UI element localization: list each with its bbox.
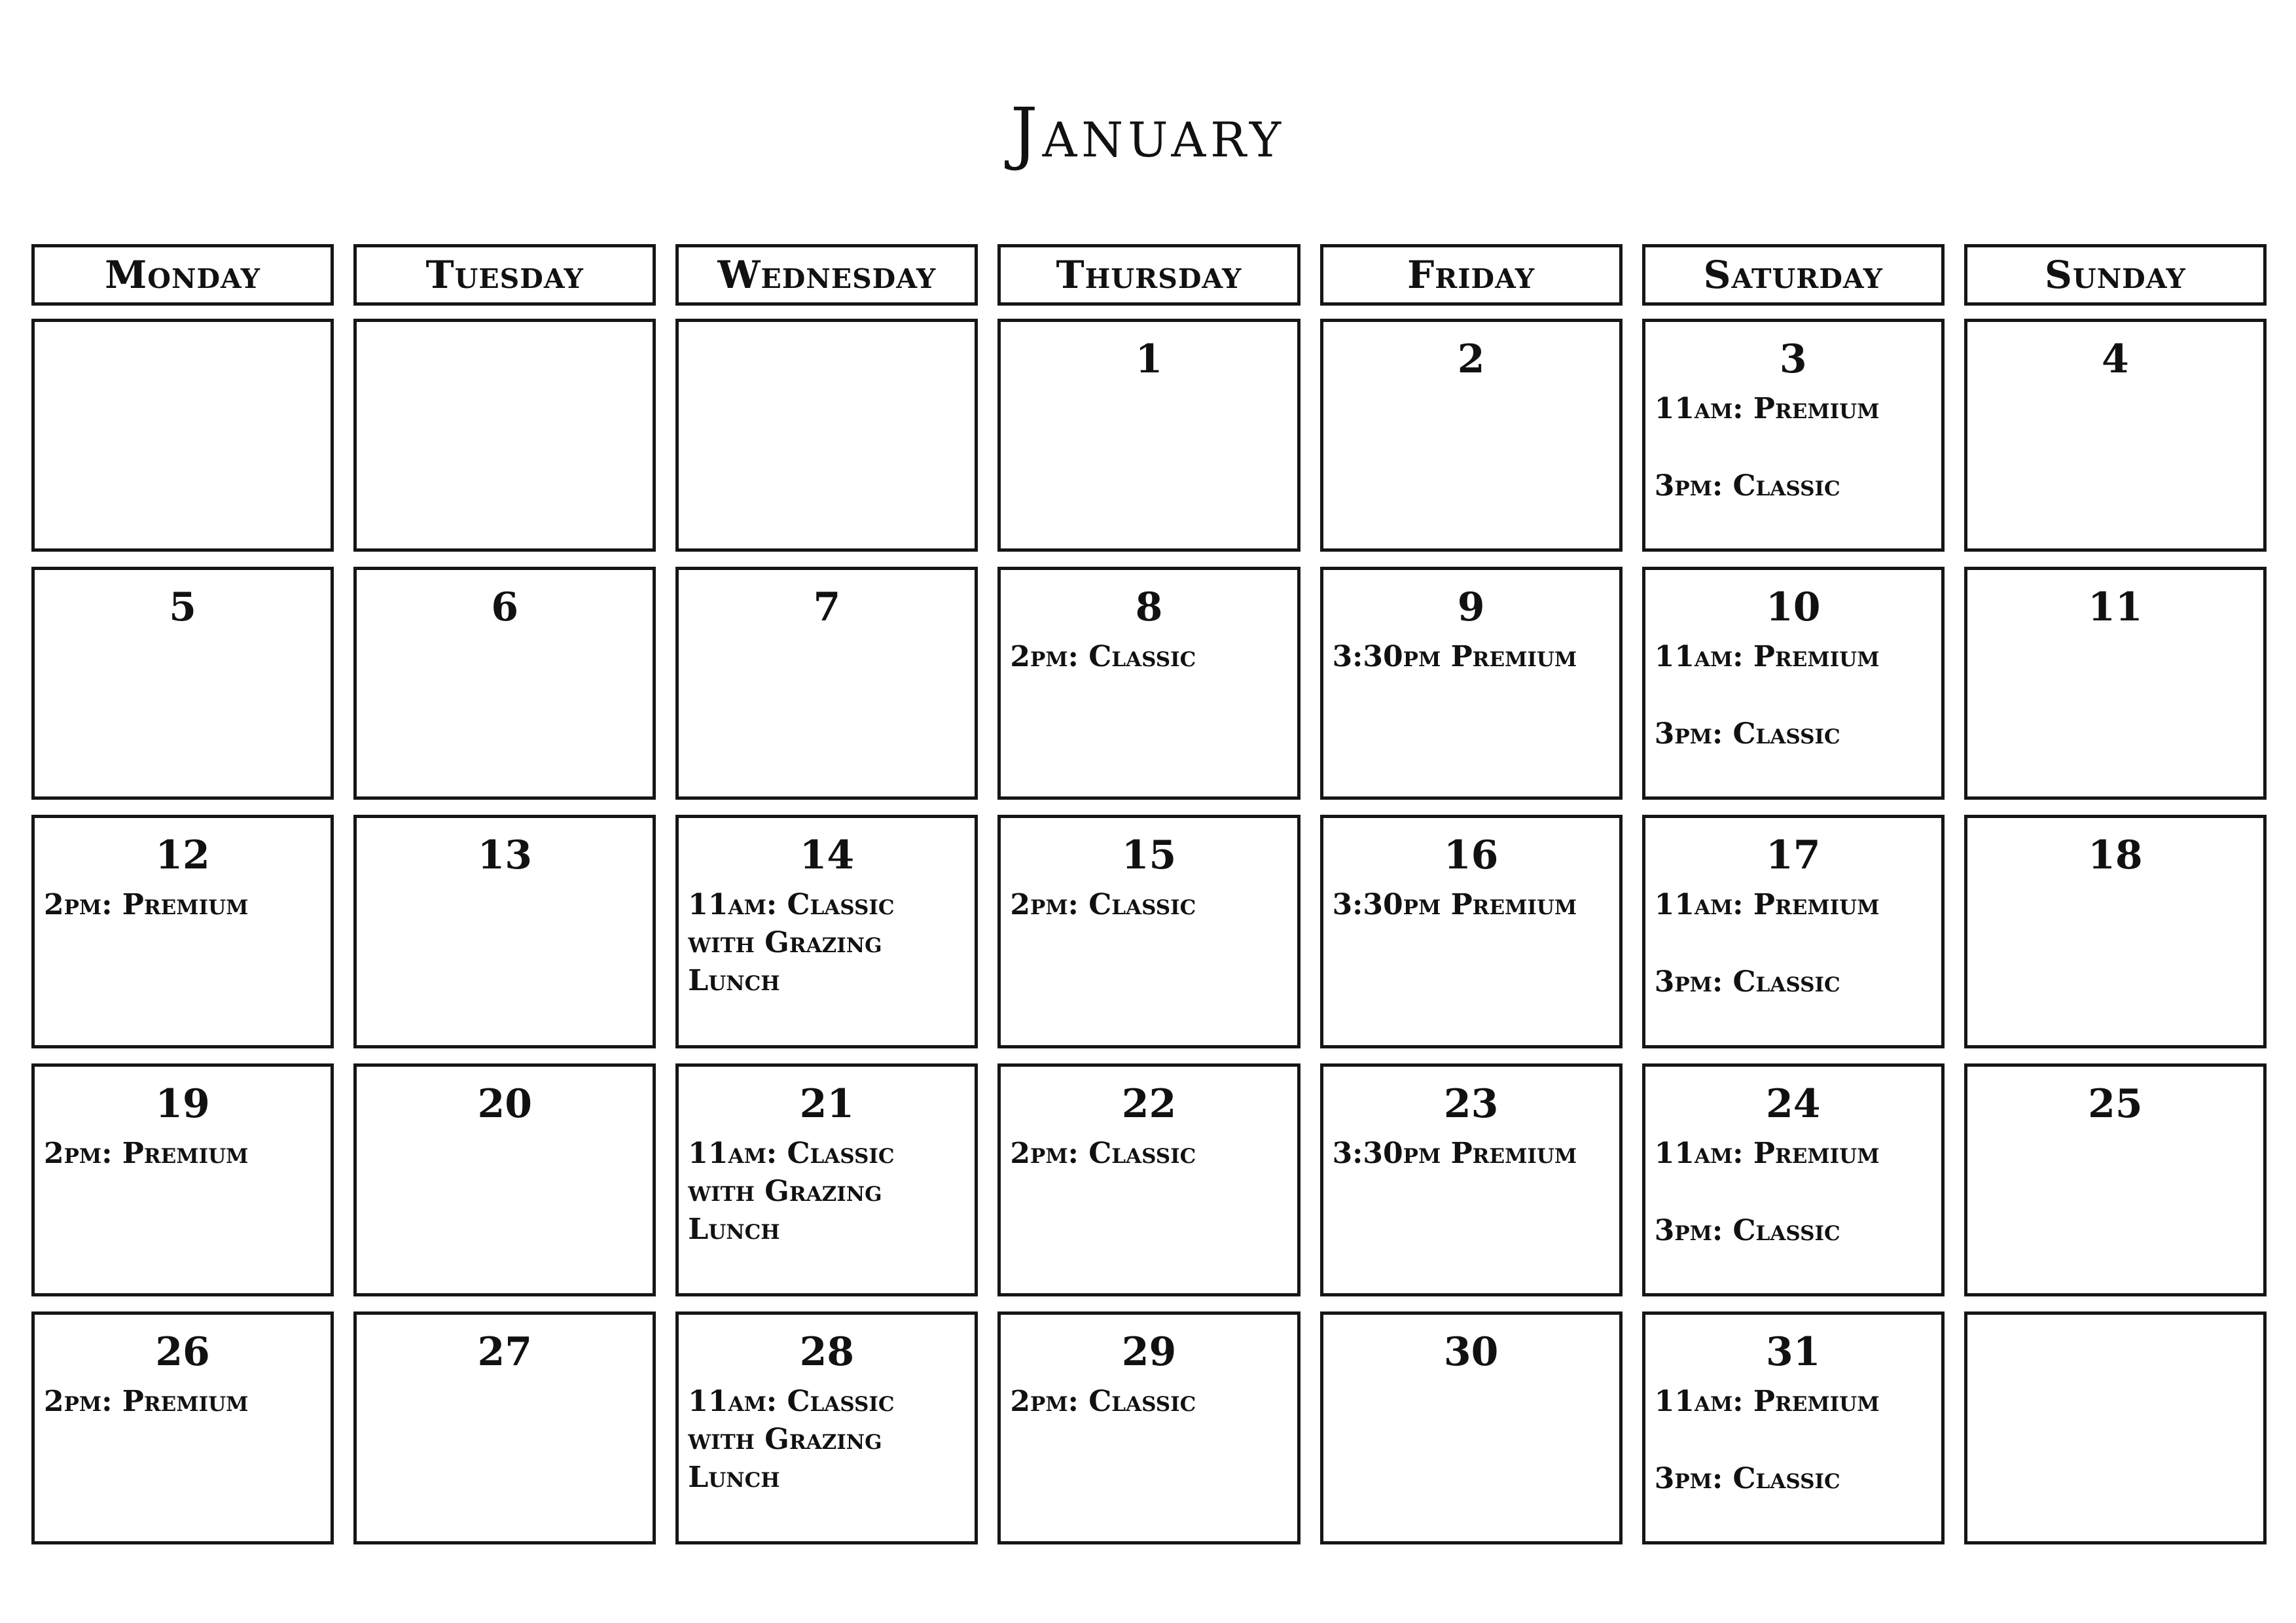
day-number: 21: [799, 1080, 855, 1127]
event-list: [1001, 1127, 1297, 1173]
day-cell-4: [1964, 319, 2267, 552]
day-number: 12: [155, 832, 210, 879]
event-list: [679, 878, 975, 1000]
weekday-header-friday: Friday: [1320, 244, 1623, 306]
day-number: 30: [1443, 1329, 1499, 1375]
day-number: 29: [1121, 1329, 1177, 1375]
day-cell-18: [1964, 815, 2267, 1048]
event-entry: 11am: Classic with Grazing Lunch: [688, 1136, 895, 1246]
event-list: [1001, 630, 1297, 676]
event-list: [1323, 878, 1619, 924]
day-cell-15: [997, 815, 1300, 1048]
empty-day-cell: [1964, 1311, 2267, 1544]
empty-day-cell: [31, 319, 334, 552]
month-title: January: [1010, 93, 1286, 173]
day-number: 9: [1457, 584, 1485, 631]
event-list: [1001, 878, 1297, 924]
day-cell-27: [353, 1311, 656, 1544]
day-cell-5: [31, 567, 334, 800]
day-number: 11: [2088, 584, 2143, 631]
day-cell-7: [675, 567, 978, 800]
day-cell-14: [675, 815, 978, 1048]
day-cell-2: [1320, 319, 1623, 552]
weekday-header-saturday: Saturday: [1642, 244, 1945, 306]
day-number: 22: [1121, 1080, 1177, 1127]
event-list: [1645, 630, 1941, 753]
event-list: [1645, 1127, 1941, 1250]
event-list: [35, 878, 331, 924]
weekday-header-monday: Monday: [31, 244, 334, 306]
event-list: [35, 1375, 331, 1421]
day-number: 24: [1766, 1080, 1821, 1127]
day-number: 20: [477, 1080, 532, 1127]
event-entry: 3pm: Classic: [1654, 1213, 1840, 1247]
day-cell-19: [31, 1063, 334, 1296]
event-list: [679, 1375, 975, 1497]
day-cell-24: [1642, 1063, 1945, 1296]
day-number: 8: [1135, 584, 1163, 631]
day-cell-6: [353, 567, 656, 800]
day-number: 19: [155, 1080, 210, 1127]
day-number: 6: [491, 584, 519, 631]
event-entry: 11am: Premium: [1654, 1384, 1880, 1418]
event-list: [1645, 382, 1941, 505]
event-list: [1001, 1375, 1297, 1421]
day-number: 28: [799, 1329, 855, 1375]
event-entry: 2pm: Premium: [44, 888, 249, 922]
event-entry: 2pm: Classic: [1010, 640, 1196, 674]
event-entry: 3:30pm Premium: [1332, 640, 1577, 674]
day-number: 25: [2088, 1080, 2143, 1127]
event-list: [1323, 630, 1619, 676]
day-number: 15: [1121, 832, 1177, 879]
day-number: 13: [477, 832, 532, 879]
event-list: [1323, 1127, 1619, 1173]
day-cell-12: [31, 815, 334, 1048]
day-number: 5: [169, 584, 196, 631]
calendar-grid: [31, 319, 2267, 1544]
weekday-header-thursday: Thursday: [997, 244, 1300, 306]
day-number: 31: [1766, 1329, 1821, 1375]
event-entry: 3pm: Classic: [1654, 469, 1840, 503]
event-entry: 2pm: Premium: [44, 1384, 249, 1418]
event-list: [1645, 878, 1941, 1001]
day-cell-29: [997, 1311, 1300, 1544]
event-entry: 2pm: Classic: [1010, 888, 1196, 922]
event-entry: 11am: Premium: [1654, 1136, 1880, 1170]
day-cell-8: [997, 567, 1300, 800]
event-entry: 11am: Premium: [1654, 640, 1880, 674]
day-number: 4: [2102, 336, 2129, 382]
day-cell-16: [1320, 815, 1623, 1048]
event-entry: 11am: Premium: [1654, 392, 1880, 425]
day-cell-13: [353, 815, 656, 1048]
event-entry: 3pm: Classic: [1654, 1461, 1840, 1495]
day-cell-1: [997, 319, 1300, 552]
day-number: 17: [1766, 832, 1821, 879]
day-cell-30: [1320, 1311, 1623, 1544]
day-cell-3: [1642, 319, 1945, 552]
empty-day-cell: [353, 319, 656, 552]
weekday-header-sunday: Sunday: [1964, 244, 2267, 306]
day-cell-10: [1642, 567, 1945, 800]
weekday-header-wednesday: Wednesday: [675, 244, 978, 306]
day-cell-25: [1964, 1063, 2267, 1296]
event-entry: 2pm: Premium: [44, 1136, 249, 1170]
day-cell-23: [1320, 1063, 1623, 1296]
day-number: 1: [1135, 336, 1163, 382]
day-number: 7: [813, 584, 841, 631]
day-number: 14: [799, 832, 855, 879]
day-number: 18: [2088, 832, 2143, 879]
event-entry: 2pm: Classic: [1010, 1384, 1196, 1418]
day-number: 27: [477, 1329, 532, 1375]
day-cell-31: [1642, 1311, 1945, 1544]
event-entry: 11am: Classic with Grazing Lunch: [688, 1384, 895, 1494]
day-number: 2: [1457, 336, 1485, 382]
event-entry: 3pm: Classic: [1654, 717, 1840, 751]
event-entry: 3:30pm Premium: [1332, 1136, 1577, 1170]
empty-day-cell: [675, 319, 978, 552]
day-cell-28: [675, 1311, 978, 1544]
day-cell-22: [997, 1063, 1300, 1296]
weekday-header-tuesday: Tuesday: [353, 244, 656, 306]
day-cell-17: [1642, 815, 1945, 1048]
event-entry: 11am: Classic with Grazing Lunch: [688, 888, 895, 998]
event-entry: 2pm: Classic: [1010, 1136, 1196, 1170]
day-cell-20: [353, 1063, 656, 1296]
day-number: 16: [1443, 832, 1499, 879]
event-entry: 3pm: Classic: [1654, 965, 1840, 999]
day-cell-11: [1964, 567, 2267, 800]
event-list: [35, 1127, 331, 1173]
weekday-header-row: [31, 244, 2267, 306]
event-list: [679, 1127, 975, 1249]
day-number: 10: [1766, 584, 1821, 631]
event-list: [1645, 1375, 1941, 1498]
day-number: 23: [1443, 1080, 1499, 1127]
day-cell-26: [31, 1311, 334, 1544]
day-cell-9: [1320, 567, 1623, 800]
day-number: 3: [1779, 336, 1807, 382]
day-number: 26: [155, 1329, 210, 1375]
day-cell-21: [675, 1063, 978, 1296]
event-entry: 3:30pm Premium: [1332, 888, 1577, 922]
event-entry: 11am: Premium: [1654, 888, 1880, 922]
